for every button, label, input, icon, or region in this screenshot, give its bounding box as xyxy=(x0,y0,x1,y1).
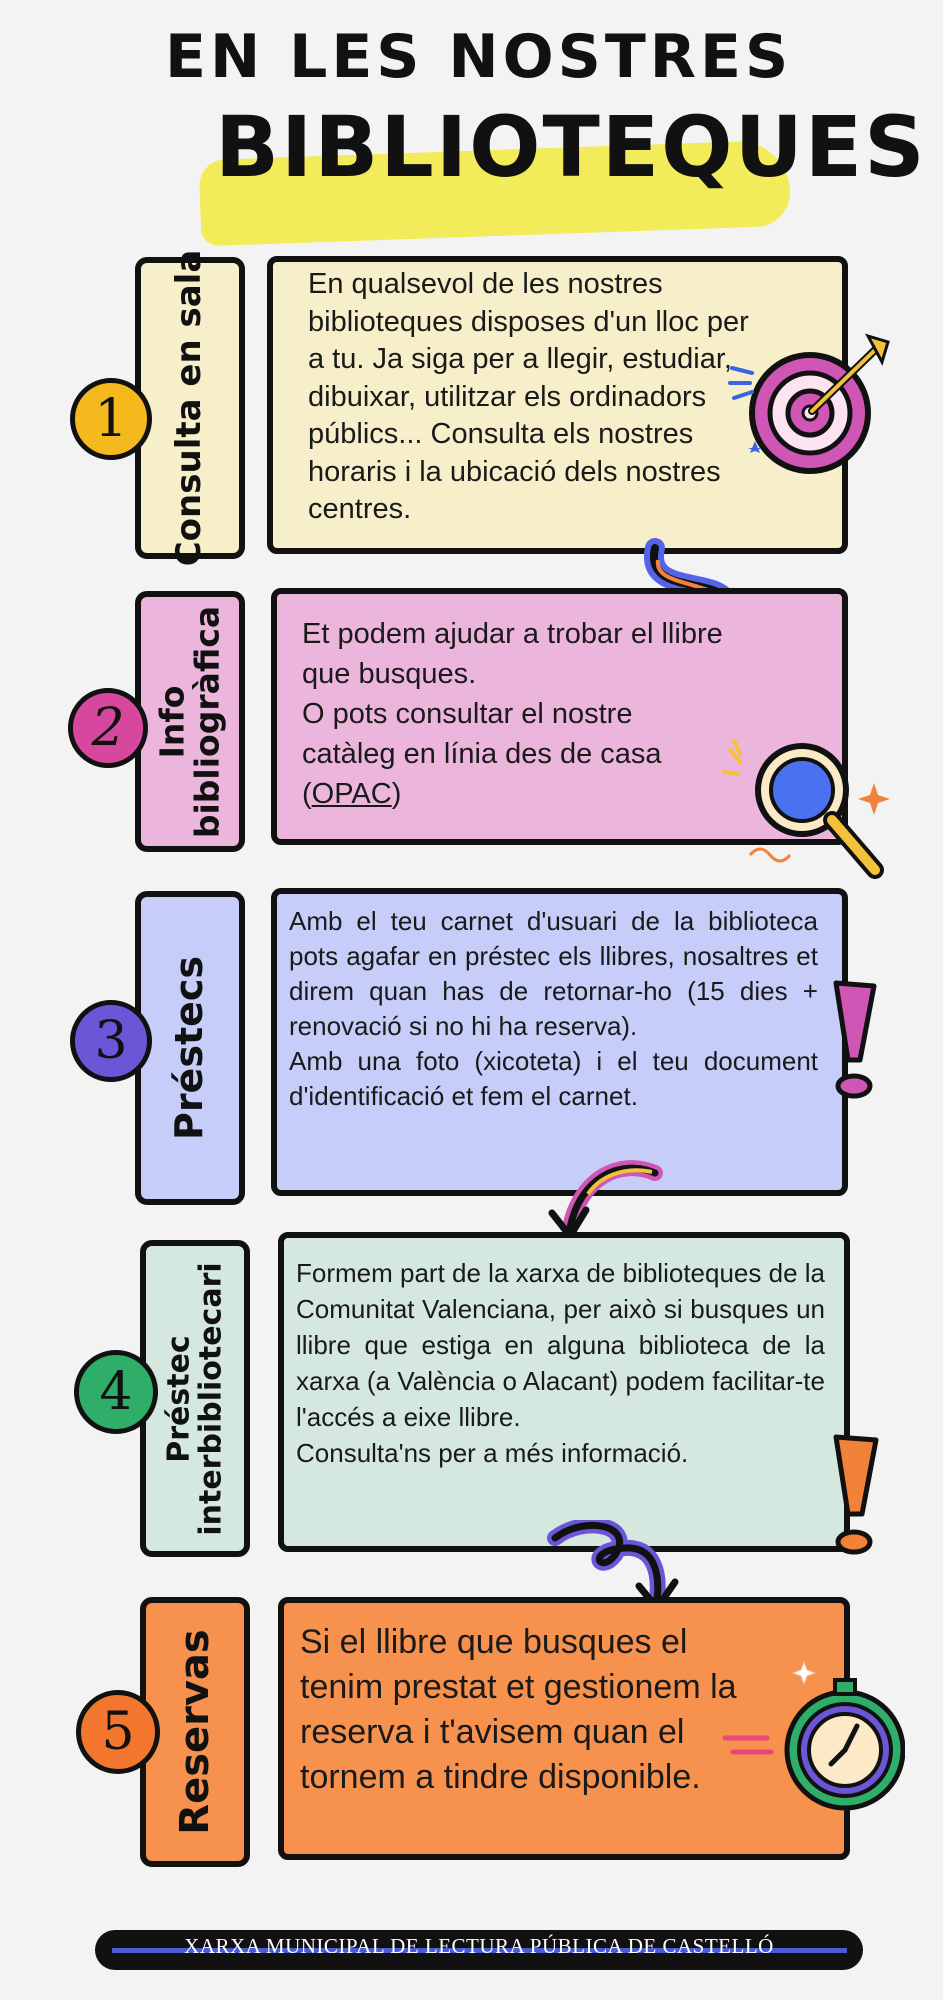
section-5-label: Reservas xyxy=(172,1629,218,1835)
section-2-label-line-1: Info xyxy=(152,685,192,758)
section-4-label-line-2: interbibliotecari xyxy=(193,1261,228,1536)
section-4-text-part-1: Formem part de la xarxa de biblioteques de la Comunitat Valenciana, per això si busques un llibre que estiga en alguna biblioteca de la xarxa (a València o Alacant) podem facilitar-te l'accés a eixe llibre. xyxy=(296,1258,825,1432)
section-2-number: 2 xyxy=(68,688,148,768)
exclamation-icon-2 xyxy=(826,1432,886,1562)
section-4-number: 4 xyxy=(74,1350,158,1434)
stopwatch-icon xyxy=(715,1660,905,1820)
section-1-number: 1 xyxy=(70,378,152,460)
section-2-text-part-2-main: O pots consultar el nostre catàleg en línia des de casa xyxy=(302,698,662,770)
section-3-text xyxy=(289,904,818,1114)
section-3-label: Préstecs xyxy=(167,955,212,1141)
section-2-tab xyxy=(135,591,245,852)
section-3-number: 3 xyxy=(70,1000,152,1082)
section-4-text-part-2: Consulta'ns per a més informació. xyxy=(296,1438,689,1468)
section-4-text xyxy=(296,1255,825,1471)
footer-text: XARXA MUNICIPAL DE LECTURA PÚBLICA DE CASTELLÓ xyxy=(184,1934,774,1958)
section-3-text-part-2: Amb una foto (xicoteta) i el teu document d'identificació et fem el carnet. xyxy=(289,1046,818,1111)
section-4-label xyxy=(161,1261,228,1536)
opac-close-paren: ) xyxy=(391,778,402,810)
title-line-1: EN LES NOSTRES xyxy=(165,22,793,92)
section-3-text-part-1: Amb el teu carnet d'usuari de la biblioteca pots agafar en préstec els llibres, nosaltres et direm quan has de retornar-ho (15 dies + renovació si no hi ha reserva). xyxy=(289,906,818,1041)
section-2-label-line-2: bibliogràfica xyxy=(187,605,226,838)
section-1-label: Consulta en sala xyxy=(169,249,210,567)
section-4-label-line-1: Préstec xyxy=(161,1334,197,1463)
section-2-label xyxy=(152,605,226,838)
magnifying-glass-icon xyxy=(720,740,900,890)
section-3-tab xyxy=(135,891,245,1205)
section-5-text: Si el llibre que busques el tenim prestat et gestionem la reserva i t'avisem quan el tornem a tindre disponible. xyxy=(300,1623,737,1796)
title-line-2: BIBLIOTEQUES xyxy=(215,98,927,196)
exclamation-icon xyxy=(826,978,886,1108)
section-1-text: En qualsevol de les nostres biblioteques disposes d'un lloc per a tu. Ja siga per a llegir, estudiar, dibuixar, utilitzar els ordinadors públics... Consulta els nostres horaris i la ubicació dels nostres centres. xyxy=(308,268,749,525)
section-5-number: 5 xyxy=(76,1690,160,1774)
opac-link[interactable]: OPAC xyxy=(311,778,392,810)
target-arrow-icon xyxy=(720,328,900,478)
section-2-text-part-1: Et podem ajudar a trobar el llibre que busques. xyxy=(302,618,723,690)
opac-open-paren: ( xyxy=(302,778,312,810)
section-1-tab xyxy=(135,249,245,567)
section-2-text-part-2 xyxy=(302,694,732,814)
section-2-text xyxy=(302,614,732,814)
